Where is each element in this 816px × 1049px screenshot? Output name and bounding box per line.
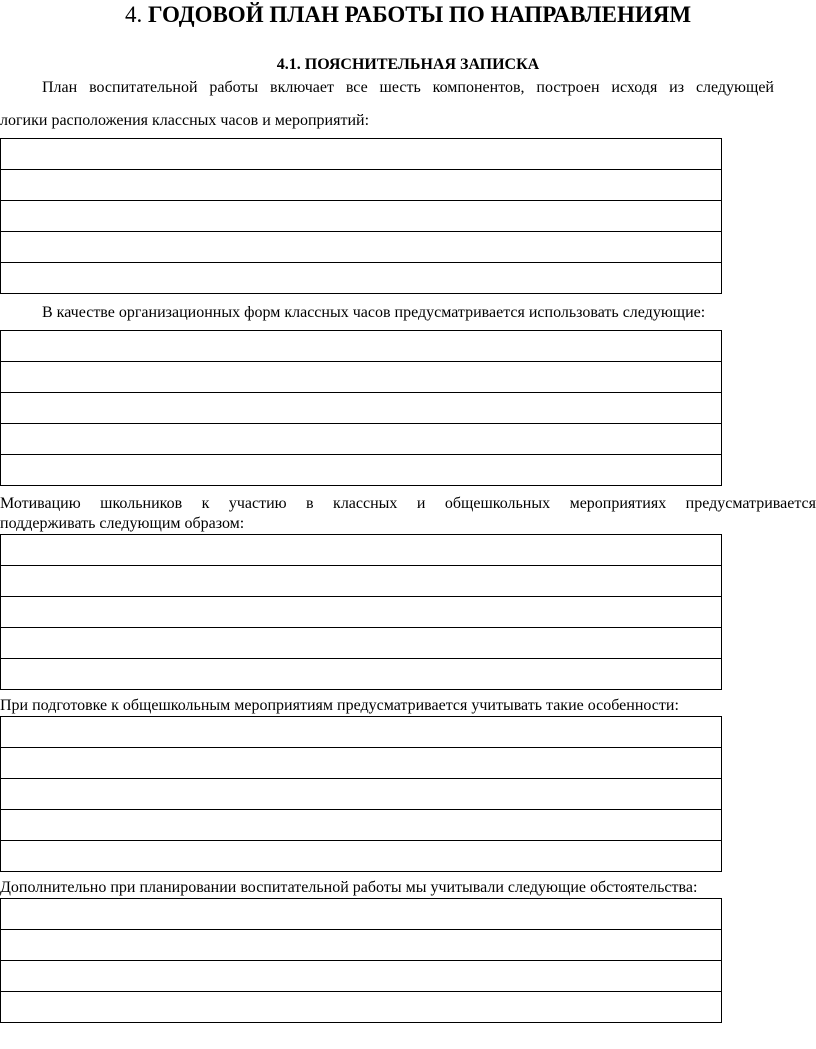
- block-4-table: [0, 716, 722, 872]
- table-cell[interactable]: [1, 393, 722, 424]
- section-title: [0, 0, 816, 30]
- table-cell[interactable]: [1, 961, 722, 992]
- table-row: [1, 263, 722, 294]
- block-1-line-1: План воспитательной работы включает все шесть компонентов, построен исходя из следующей: [42, 79, 774, 96]
- table-cell[interactable]: [1, 139, 722, 170]
- table-row: [1, 232, 722, 263]
- table-cell[interactable]: [1, 232, 722, 263]
- block-4-line-1: При подготовке к общешкольным мероприятиям предусматривается учитывать такие особенности:: [0, 697, 679, 714]
- table-row: [1, 841, 722, 872]
- table-row: [1, 362, 722, 393]
- block-1-table: [0, 138, 722, 294]
- table-cell[interactable]: [1, 659, 722, 690]
- table-row: [1, 139, 722, 170]
- table-row: [1, 628, 722, 659]
- table-row: [1, 810, 722, 841]
- table-row: [1, 566, 722, 597]
- table-cell[interactable]: [1, 263, 722, 294]
- table-cell[interactable]: [1, 331, 722, 362]
- table-row: [1, 201, 722, 232]
- table-cell[interactable]: [1, 362, 722, 393]
- table-row: [1, 331, 722, 362]
- table-cell[interactable]: [1, 424, 722, 455]
- table-row: [1, 779, 722, 810]
- table-cell[interactable]: [1, 717, 722, 748]
- table-cell[interactable]: [1, 201, 722, 232]
- table-row: [1, 748, 722, 779]
- table-cell[interactable]: [1, 899, 722, 930]
- table-row: [1, 597, 722, 628]
- table-row: [1, 170, 722, 201]
- block-3-table: [0, 534, 722, 690]
- block-2-table: [0, 330, 722, 486]
- table-row: [1, 424, 722, 455]
- table-row: [1, 659, 722, 690]
- table-row: [1, 961, 722, 992]
- table-cell[interactable]: [1, 566, 722, 597]
- table-cell[interactable]: [1, 810, 722, 841]
- table-row: [1, 899, 722, 930]
- section-subtitle: 4.1. ПОЯСНИТЕЛЬНАЯ ЗАПИСКА: [276, 56, 540, 73]
- table-cell[interactable]: [1, 597, 722, 628]
- block-3-line-1: Мотивацию школьников к участию в классных и общешкольных мероприятиях предусматривается: [0, 495, 816, 512]
- table-row: [1, 393, 722, 424]
- table-row: [1, 992, 722, 1023]
- table-cell[interactable]: [1, 170, 722, 201]
- table-cell[interactable]: [1, 455, 722, 486]
- section-title-text: ГОДОВОЙ ПЛАН РАБОТЫ ПО НАПРАВЛЕНИЯМ: [147, 2, 692, 27]
- table-row: [1, 717, 722, 748]
- block-2-line-1: В качестве организационных форм классных часов предусматривается использовать следующие:: [42, 304, 706, 321]
- table-row: [1, 455, 722, 486]
- table-cell[interactable]: [1, 535, 722, 566]
- table-row: [1, 535, 722, 566]
- table-cell[interactable]: [1, 748, 722, 779]
- block-5-table: [0, 898, 722, 1023]
- table-cell[interactable]: [1, 841, 722, 872]
- table-cell[interactable]: [1, 779, 722, 810]
- table-cell[interactable]: [1, 930, 722, 961]
- block-1-line-2: логики расположения классных часов и мероприятий:: [0, 112, 370, 129]
- block-3-line-2: поддерживать следующим образом:: [0, 515, 245, 532]
- section-number: 4.: [124, 2, 143, 27]
- table-cell[interactable]: [1, 992, 722, 1023]
- table-cell[interactable]: [1, 628, 722, 659]
- table-row: [1, 930, 722, 961]
- block-5-line-1: Дополнительно при планировании воспитательной работы мы учитывали следующие обстоятельства:: [0, 879, 698, 896]
